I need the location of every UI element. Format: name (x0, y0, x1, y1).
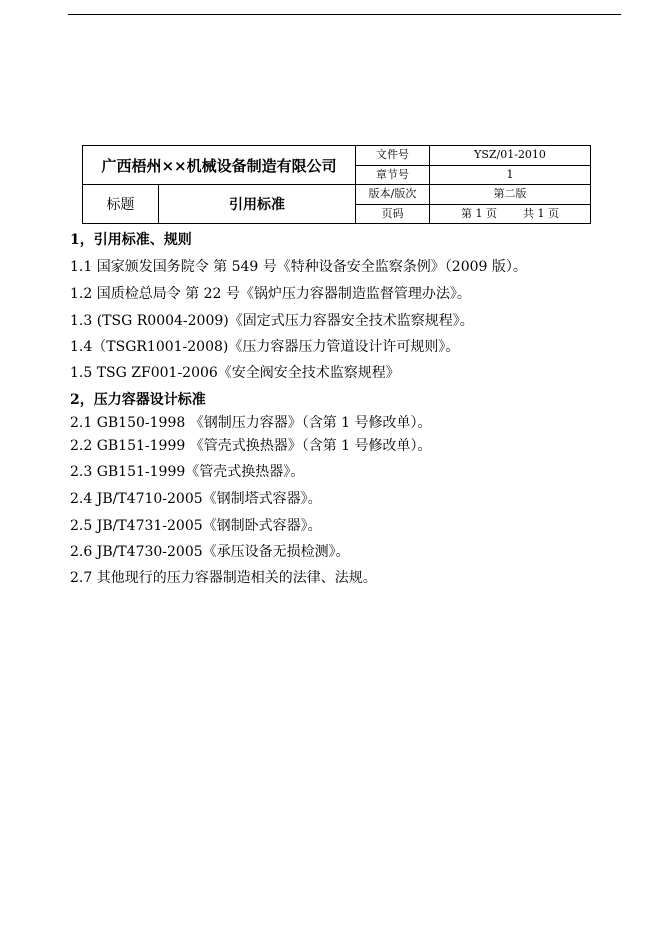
list-item: 2.2 GB151-1999 《管壳式换热器》（含第 1 号修改单）。 (70, 438, 432, 454)
list-item: 1.2 国质检总局令 第 22 号《锅炉压力容器制造监督管理办法》。 (70, 286, 471, 302)
page-info (430, 204, 591, 224)
document-header-table (82, 145, 591, 224)
title-value: 引用标准 (159, 185, 356, 224)
list-item: 2.5 JB/T4731-2005《钢制卧式容器》。 (70, 518, 322, 534)
list-item: 2.1 GB150-1998 《钢制压力容器》（含第 1 号修改单）。 (70, 415, 432, 431)
list-item: 1.1 国家颁发国务院令 第 549 号《特种设备安全监察条例》（2009 版）。 (70, 259, 527, 275)
section-heading-2: 2，压力容器设计标准 (70, 392, 206, 408)
list-item: 2.7 其他现行的压力容器制造相关的法律、法规。 (70, 570, 377, 586)
chapter-value: 1 (430, 165, 591, 185)
list-item: 1.3 (TSG R0004-2009)《固定式压力容器安全技术监察规程》。 (70, 313, 474, 329)
company-name: 广西梧州××机械设备制造有限公司 (83, 146, 356, 185)
list-item: 1.4（TSGR1001-2008)《压力容器压力管道设计许可规则》。 (70, 339, 460, 355)
file-no-value: YSZ/01-2010 (430, 146, 591, 166)
section-heading-1: 1，引用标准、规则 (70, 232, 192, 248)
list-item: 2.6 JB/T4730-2005《承压设备无损检测》。 (70, 544, 350, 560)
page-label: 页码 (356, 204, 430, 224)
page-current: 第 1 页 (461, 206, 498, 220)
list-item: 2.3 GB151-1999《管壳式换热器》。 (70, 464, 305, 480)
list-item: 2.4 JB/T4710-2005《钢制塔式容器》。 (70, 491, 322, 507)
chapter-label: 章节号 (356, 165, 430, 185)
top-rule (68, 14, 621, 15)
file-no-label: 文件号 (356, 146, 430, 166)
page-total: 共 1 页 (523, 206, 560, 220)
list-item: 1.5 TSG ZF001-2006《安全阀安全技术监察规程》 (70, 365, 400, 381)
version-label: 版本/版次 (356, 185, 430, 205)
version-value: 第二版 (430, 185, 591, 205)
title-label: 标题 (83, 185, 159, 224)
